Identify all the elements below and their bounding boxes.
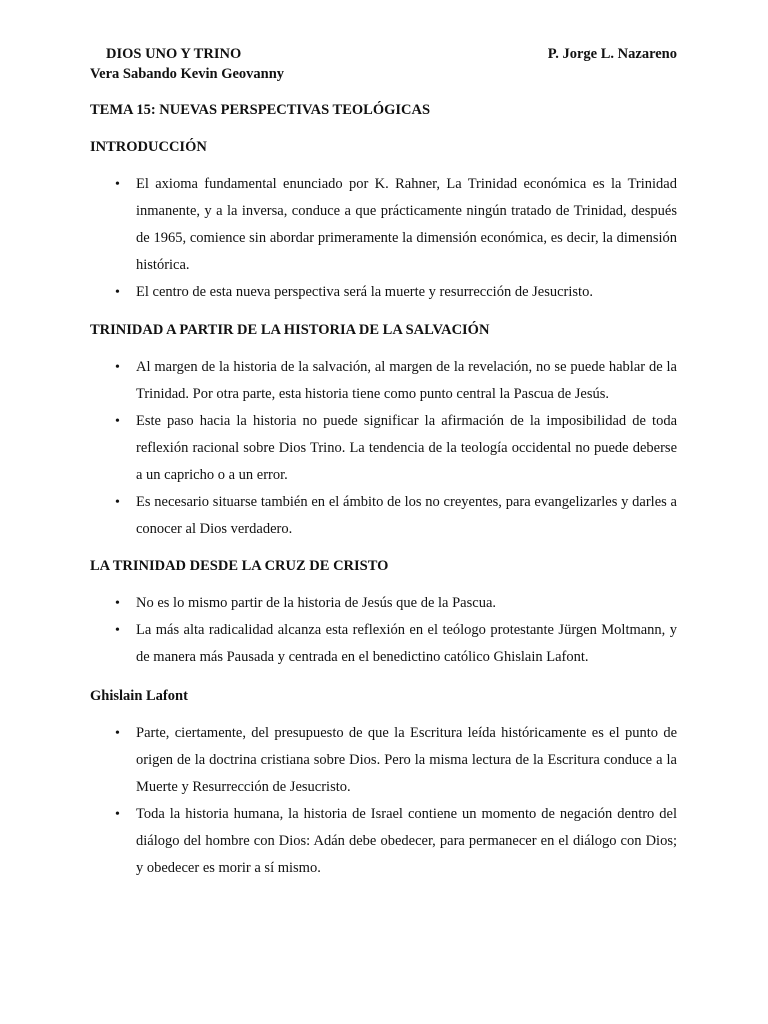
bullet-list-intro xyxy=(90,171,677,306)
list-item: • Al margen de la historia de la salvación, al margen de la revelación, no se puede hablar de la Trinidad. Por otra parte, esta historia tiene como punto central la Pascua de Jesús. xyxy=(90,354,677,408)
section-heading-intro: INTRODUCCIÓN xyxy=(90,139,207,155)
bullet-list-cross xyxy=(90,590,677,671)
list-item: • El axioma fundamental enunciado por K. Rahner, La Trinidad económica es la Trinidad inmanente, y a la inversa, conduce a que prácticamente ningún tratado de Trinidad, después de 1965, comience sin abordar primeramente la dimensión económica, es decir, la dimensión histórica. xyxy=(90,171,677,279)
course-title: DIOS UNO Y TRINO xyxy=(106,46,242,62)
list-item: • Toda la historia humana, la historia de Israel contiene un momento de negación dentro del diálogo del hombre con Dios: Adán debe obedecer, para permanecer en el diálogo con Dios; y obedecer es morir a sí mismo. xyxy=(90,801,677,882)
bullet-list-salvation-history xyxy=(90,354,677,543)
professor-name: P. Jorge L. Nazareno xyxy=(547,46,677,62)
list-item: • Este paso hacia la historia no puede significar la afirmación de la imposibilidad de toda reflexión racional sobre Dios Trino. La tendencia de la teología occidental no puede deberse a un capricho o a un error. xyxy=(90,408,677,489)
list-item: • La más alta radicalidad alcanza esta reflexión en el teólogo protestante Jürgen Moltmann, y de manera más Pausada y centrada en el benedictino católico Ghislain Lafont. xyxy=(90,617,677,671)
document-header xyxy=(90,44,677,64)
bullet-list-lafont xyxy=(90,720,677,882)
list-item: • El centro de esta nueva perspectiva será la muerte y resurrección de Jesucristo. xyxy=(90,279,677,306)
list-item: • Es necesario situarse también en el ámbito de los no creyentes, para evangelizarles y darles a conocer al Dios verdadero. xyxy=(90,489,677,543)
list-item: • No es lo mismo partir de la historia de Jesús que de la Pascua. xyxy=(90,590,677,617)
document-page xyxy=(90,44,677,882)
section-heading-cross: LA TRINIDAD DESDE LA CRUZ DE CRISTO xyxy=(90,558,389,574)
topic-title: TEMA 15: NUEVAS PERSPECTIVAS TEOLÓGICAS xyxy=(90,102,431,118)
student-name: Vera Sabando Kevin Geovanny xyxy=(90,66,285,82)
section-heading-lafont: Ghislain Lafont xyxy=(90,688,188,704)
list-item: • Parte, ciertamente, del presupuesto de que la Escritura leída históricamente es el punto de origen de la doctrina cristiana sobre Dios. Pero la misma lectura de la Escritura conduce a la Muerte y Resurrección de Jesucristo. xyxy=(90,720,677,801)
section-heading-salvation-history: TRINIDAD A PARTIR DE LA HISTORIA DE LA SALVACIÓN xyxy=(90,322,490,338)
